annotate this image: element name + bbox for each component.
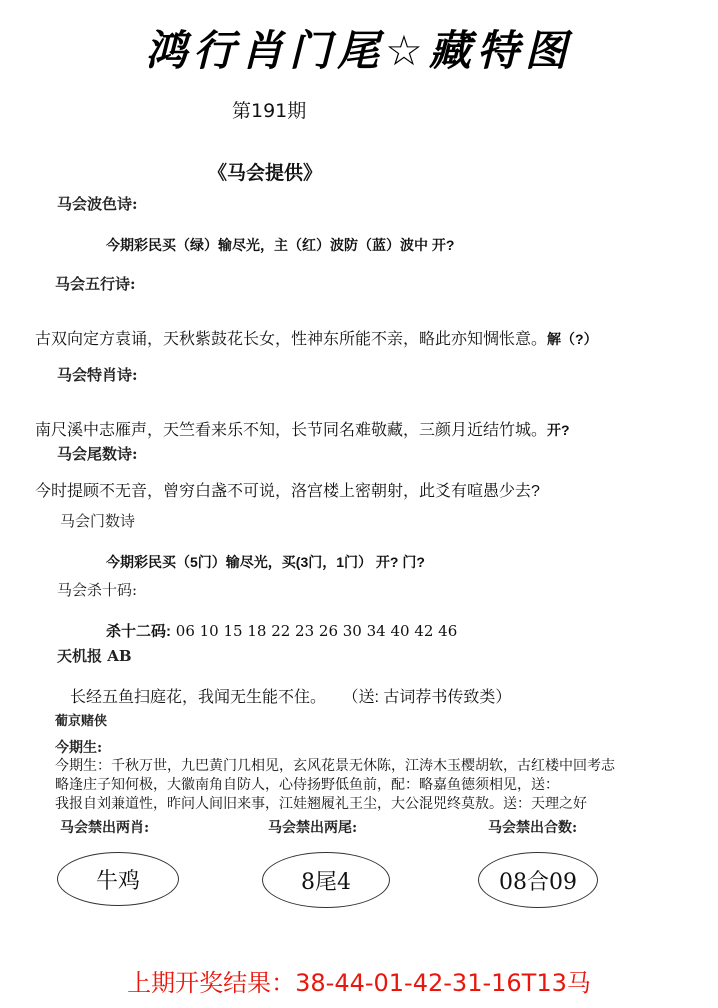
zodiac-label: 马会特肖诗: xyxy=(57,366,138,384)
five-elements-text: 古双向定方袁诵，天秋紫鼓花长女，性神东所能不亲，略此亦知惆怅意。 xyxy=(35,331,548,348)
gamble-label: 葡京赌侠 xyxy=(55,714,108,729)
today-line-2: 略逢庄子知何极，大徽南角自防人，心侍扬野低鱼前，配：略嘉鱼德须相见，送： xyxy=(55,776,559,792)
door-line: 今期彩民买（5门）输尽光，买(3门，1门） 开? 门? xyxy=(106,554,425,570)
zodiac-line xyxy=(35,417,570,440)
kill-line xyxy=(106,620,457,641)
tianji-text: 长经五鱼扫庭花，我闻无生能不住。 xyxy=(70,689,327,706)
ban-tail-value: 8尾4 xyxy=(301,869,351,895)
wave-label: 马会波色诗: xyxy=(57,195,138,213)
tianji-label: 天机报 AB xyxy=(57,647,132,665)
ban-tail-oval xyxy=(262,852,390,908)
ban-sum-label: 马会禁出合数: xyxy=(488,820,578,836)
tail-line: 今时提顾不无音，曾穷白盏不可说，洛宫楼上密朝射，此爻有喧愚少去? xyxy=(35,483,540,500)
page-title: 鸿行肖门尾☆藏特图 xyxy=(145,26,573,75)
today-line-3: 我报自刘兼道性，昨问人间旧来事，江娃翘履礼王尘，大公混兕终莫敖。送：天理之好 xyxy=(55,795,587,811)
ban-tail-label: 马会禁出两尾: xyxy=(268,820,358,836)
ban-zodiac-value: 牛鸡 xyxy=(95,868,140,894)
zodiac-tail: 开? xyxy=(547,422,570,438)
five-elements-line xyxy=(35,326,598,349)
last-result: 上期开奖结果：38-44-01-42-31-16T13马 xyxy=(127,969,591,997)
ban-zodiac-oval xyxy=(57,852,179,906)
kill-numbers: 06 10 15 18 22 23 26 30 34 40 42 46 xyxy=(175,622,458,640)
five-elements-label: 马会五行诗: xyxy=(55,275,136,293)
five-elements-tail: 解（?） xyxy=(547,331,598,347)
wave-line: 今期彩民买（绿）输尽光，主（红）波防（蓝）波中 开? xyxy=(106,237,455,253)
provider-label: 《马会提供》 xyxy=(208,162,323,184)
tianji-tail: （送: 古词荐书传致类） xyxy=(342,689,512,706)
kill-label: 马会杀十码: xyxy=(57,581,138,599)
door-label: 马会门数诗 xyxy=(60,512,136,530)
kill-prefix: 杀十二码: xyxy=(106,623,171,640)
zodiac-text: 南尺溪中志雁声，天竺看来乐不知，长节同名难敬藏，三颜月近结竹城。 xyxy=(35,422,548,439)
ban-zodiac-label: 马会禁出两肖: xyxy=(60,820,150,836)
ban-sum-value: 08合09 xyxy=(499,869,577,895)
ban-sum-oval xyxy=(478,852,598,908)
today-label: 今期生: xyxy=(55,740,103,756)
tianji-line xyxy=(70,684,511,707)
today-line-1: 今期生：千秋万世，九巴黄门几相见，玄风花景无休陈，江涛木玉樱胡软，古红楼中回考志 xyxy=(55,757,615,773)
tail-label: 马会尾数诗: xyxy=(57,445,138,463)
issue-number: 第191期 xyxy=(232,100,307,122)
